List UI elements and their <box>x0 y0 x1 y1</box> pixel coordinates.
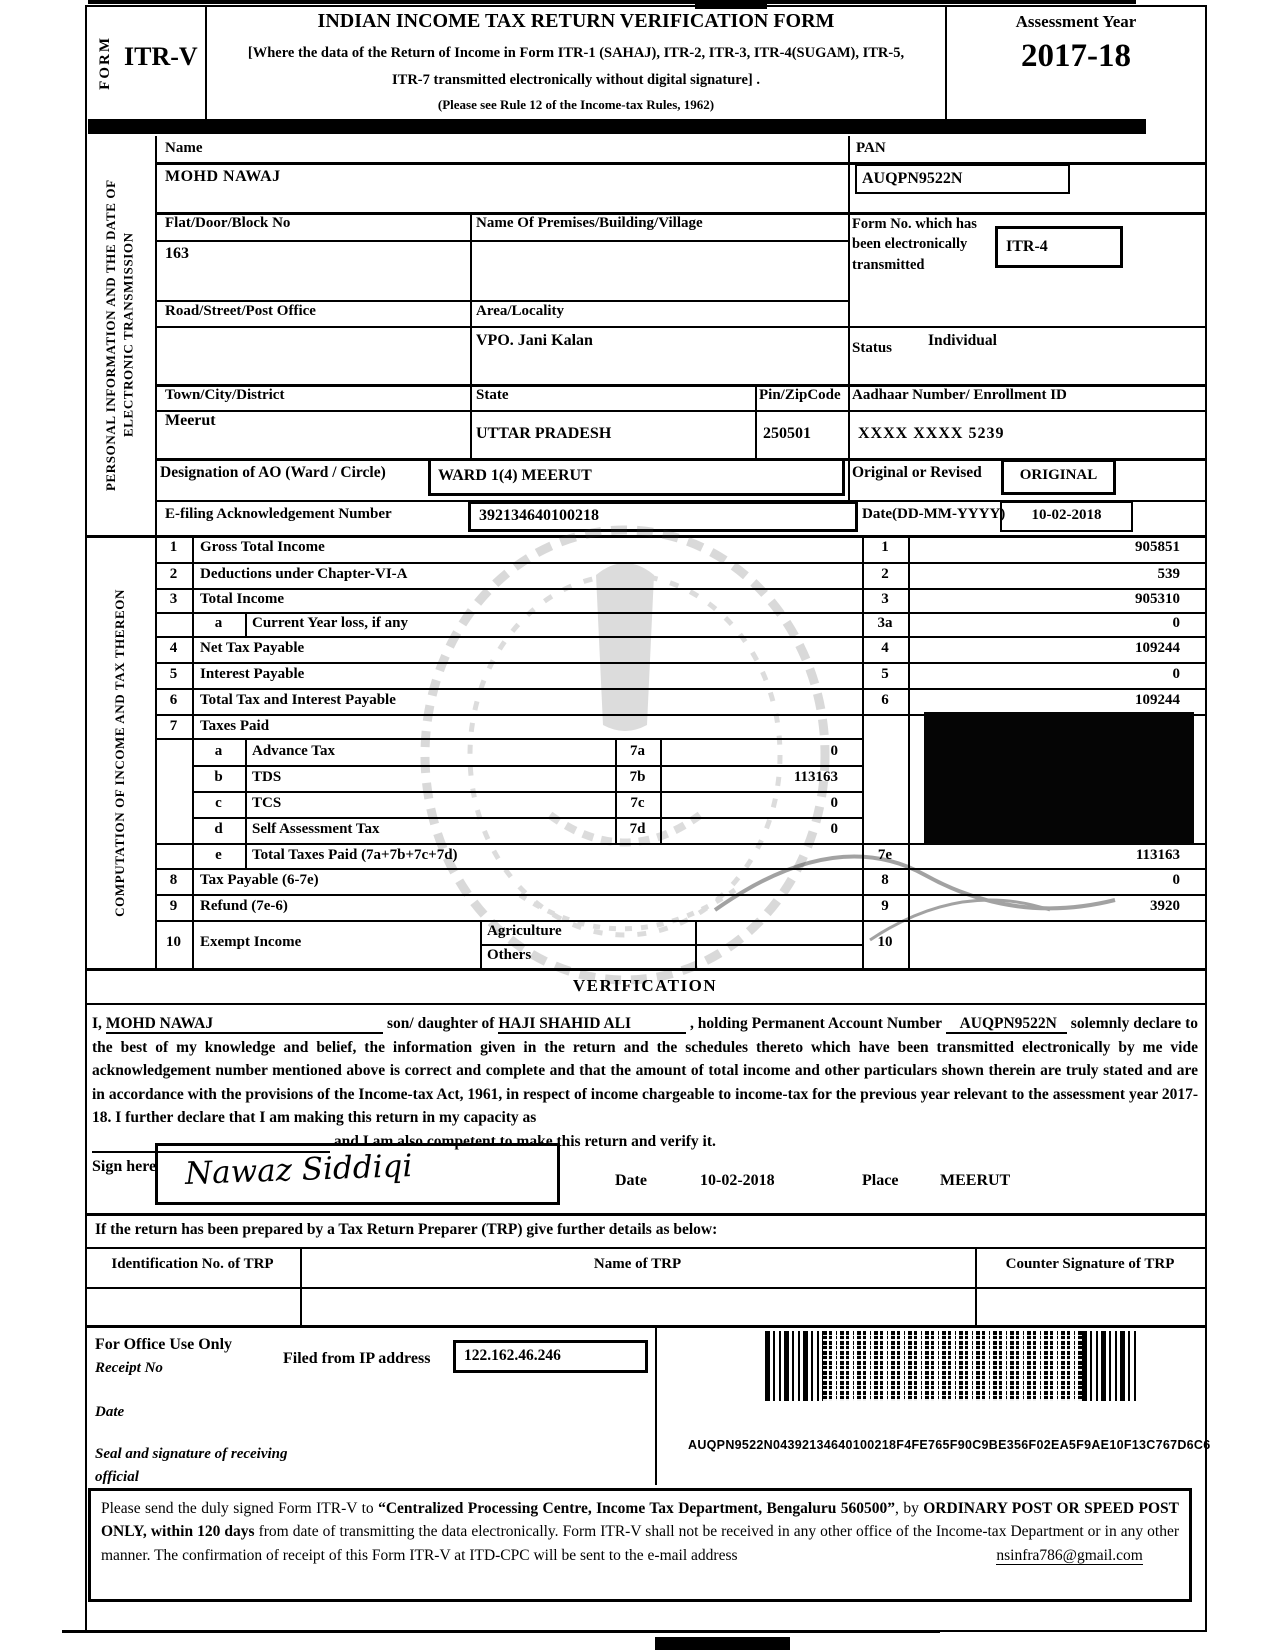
row-label: TCS <box>252 795 282 811</box>
divider-line <box>155 562 1205 564</box>
row-value: 0 <box>1172 872 1180 888</box>
trp-intro: If the return has been prepared by a Tax Return Preparer (TRP) give further details as below: <box>95 1221 718 1238</box>
pan-label: PAN <box>856 140 886 156</box>
row-value: 109244 <box>1135 640 1180 656</box>
row-num: 6 <box>169 692 178 708</box>
row-letter: a <box>214 743 223 759</box>
row-label: Net Tax Payable <box>200 640 305 656</box>
scan-black-band <box>88 119 1146 134</box>
ao-value: WARD 1(4) MEERUT <box>438 467 592 484</box>
sign-date-label: Date <box>615 1172 647 1189</box>
row-label: Total Income <box>200 591 285 607</box>
barcode-matrix <box>823 1331 1082 1401</box>
town-value: Meerut <box>165 412 216 429</box>
row-label: Advance Tax <box>252 743 335 759</box>
verification-title: VERIFICATION <box>572 976 718 995</box>
office-use-title: For Office Use Only <box>95 1336 233 1353</box>
row-label: Interest Payable <box>200 666 305 682</box>
seal-signature-label: Seal and signature of receiving official <box>95 1446 288 1486</box>
trp-id-header: Identification No. of TRP <box>111 1256 274 1272</box>
divider-line <box>155 894 1205 896</box>
divider-line <box>85 535 1205 538</box>
signature: Nawaz Siddiqi <box>184 1148 413 1192</box>
status-label: Status <box>852 340 893 356</box>
row-label: Exempt Income <box>200 934 302 950</box>
row-value: 0 <box>830 795 838 811</box>
form-no-value: ITR-4 <box>1006 238 1048 255</box>
divider-line <box>205 5 207 119</box>
divider-line <box>85 1003 1205 1005</box>
ip-address-label: Filed from IP address <box>283 1350 431 1367</box>
row-ref: 7b <box>629 769 646 785</box>
pan-value: AUQPN9522N <box>862 170 963 187</box>
scan-artifact <box>88 0 1136 4</box>
barcode <box>765 1331 1137 1401</box>
row-ref: 3a <box>877 615 893 631</box>
orig-revised-value: ORIGINAL <box>1019 467 1098 483</box>
row-num: 5 <box>169 666 178 682</box>
instruction-seg5: from date of transmitting the data electronically. Form ITR-V shall not be received in any other office of the Income-tax Department or in any other manner. The confirmation of receipt of this Form ITR-V at ITD-CPC will be sent to the e-mail address <box>101 1523 1179 1564</box>
row-num: 1 <box>169 539 178 555</box>
row-value: 3920 <box>1150 898 1180 914</box>
declarant-name: MOHD NAWAJ <box>106 1015 383 1034</box>
row-ref: 2 <box>881 566 889 582</box>
row-value: 905851 <box>1135 539 1180 555</box>
barcode-text: AUQPN9522N04392134640100218F4FE765F90C9BE356F02EA5F9AE10F13C767D6C6 <box>688 1438 1211 1452</box>
divider-line <box>755 384 757 458</box>
row-ref: 6 <box>881 692 889 708</box>
efiling-date-label: Date(DD-MM-YYYY) <box>862 506 1006 522</box>
divider-line <box>155 612 1205 614</box>
row-letter: c <box>215 795 222 811</box>
row-ref: 7a <box>630 743 645 759</box>
row-letter: d <box>214 821 223 837</box>
ip-address-value: 122.162.46.246 <box>464 1347 561 1364</box>
ao-label: Designation of AO (Ward / Circle) <box>160 464 386 481</box>
road-label: Road/Street/Post Office <box>165 303 316 319</box>
form-title: INDIAN INCOME TAX RETURN VERIFICATION FORM <box>317 10 835 32</box>
orig-revised-label: Original or Revised <box>852 464 982 481</box>
divider-line <box>155 738 862 740</box>
row-ref: 5 <box>881 666 889 682</box>
assessment-year-label: Assessment Year <box>1015 12 1137 31</box>
form-subtitle: [Where the data of the Return of Income in Form ITR-1 (SAHAJ), ITR-2, ITR-3, ITR-4(SUGAM), ITR-5, ITR-7 transmitted electronically without digital signature] . <box>247 45 905 88</box>
divider-line <box>245 612 247 636</box>
rule-note: (Please see Rule 12 of the Income-tax Rules, 1962) <box>437 97 715 112</box>
row-value: 0 <box>1172 666 1180 682</box>
row-label: TDS <box>252 769 282 785</box>
row-label: Current Year loss, if any <box>252 615 408 631</box>
divider-line <box>85 1213 1205 1216</box>
row-label: Total Tax and Interest Payable <box>200 692 396 708</box>
instruction-seg1: Please send the duly signed Form ITR-V to <box>101 1500 379 1517</box>
assessment-year-value: 2017-18 <box>1021 38 1131 74</box>
state-label: State <box>476 387 509 403</box>
divider-line <box>85 1325 1205 1328</box>
row-ref: 10 <box>877 934 893 950</box>
aadhaar-value: XXXX XXXX 5239 <box>858 425 1005 442</box>
row-num: 8 <box>169 872 178 888</box>
divider-line <box>155 136 157 535</box>
personal-section-text: PERSONAL INFORMATION AND THE DATE OF ELECTRONIC TRANSMISSION <box>103 179 136 491</box>
divider-line <box>155 240 848 242</box>
name-value: MOHD NAWAJ <box>165 168 281 185</box>
row-value: 113163 <box>793 769 838 785</box>
divider-line <box>192 791 862 793</box>
area-value: VPO. Jani Kalan <box>476 332 593 349</box>
exempt-others-label: Others <box>487 947 532 963</box>
exempt-agriculture-label: Agriculture <box>487 923 562 939</box>
row-label: Self Assessment Tax <box>252 821 380 837</box>
sign-place-label: Place <box>862 1172 899 1189</box>
row-num: 9 <box>169 898 178 914</box>
row-ref: 1 <box>881 539 889 555</box>
sign-date-value: 10-02-2018 <box>700 1172 775 1189</box>
row-label: Total Taxes Paid (7a+7b+7c+7d) <box>252 847 458 863</box>
premises-label: Name Of Premises/Building/Village <box>476 215 703 231</box>
divider-line <box>85 1287 1205 1289</box>
verification-paragraph <box>92 1012 1198 1153</box>
mailing-instruction-box <box>88 1488 1192 1602</box>
ack-number-value: 392134640100218 <box>479 507 599 524</box>
row-value: 109244 <box>1135 692 1180 708</box>
divider-line <box>470 212 472 458</box>
divider-line <box>480 944 862 946</box>
divider-line <box>85 1247 1205 1249</box>
flat-value: 163 <box>165 245 189 262</box>
row-value: 113163 <box>1135 847 1180 863</box>
form-word: FORM <box>96 35 113 90</box>
divider-line <box>245 738 247 868</box>
divider-line <box>155 868 1205 870</box>
divider-line <box>155 588 1205 590</box>
trp-name-header: Name of TRP <box>593 1256 682 1272</box>
office-date-label: Date <box>95 1404 125 1420</box>
row-ref: 8 <box>881 872 889 888</box>
form-vertical-label <box>88 10 122 115</box>
sign-place-value: MEERUT <box>940 1172 1011 1189</box>
row-num: 2 <box>169 566 178 582</box>
divider-line <box>155 662 1205 664</box>
parent-name: HAJI SHAHID ALI <box>498 1015 686 1034</box>
verification-body: solemnly declare to the best of my knowledge and belief, the information given in the return and the schedules thereto which have been transmitted electronically by me vide acknowledgement number mentioned above is correct and complete and that the amount of total income and other particulars shown therein are truly stated and are in accordance with the provisions of the Income-tax Act, 1961, in respect of income chargeable to income-tax for the previous year relevant to the assessment year 2017-18. I further declare that I am making this return in my capacity as <box>92 1015 1198 1127</box>
row-value: 539 <box>1157 566 1180 582</box>
row-value: 905310 <box>1135 591 1180 607</box>
row-ref: 3 <box>881 591 889 607</box>
personal-section-label <box>87 136 153 534</box>
capacity-suffix: and I am also competent to make this return and verify it. <box>333 1132 716 1150</box>
relation-text: son/ daughter of <box>386 1015 495 1032</box>
row-label: Gross Total Income <box>200 539 325 555</box>
row-label: Refund (7e-6) <box>200 898 288 914</box>
divider-line <box>155 688 1205 690</box>
pin-value: 250501 <box>763 425 811 442</box>
row-num: 7 <box>169 718 178 734</box>
divider-line <box>155 410 1205 412</box>
divider-line <box>192 765 862 767</box>
name-label: Name <box>165 140 203 156</box>
row-num: 4 <box>169 640 178 656</box>
flat-label: Flat/Door/Block No <box>165 215 291 231</box>
row-letter: e <box>215 847 222 863</box>
scan-artifact <box>655 1637 790 1650</box>
aadhaar-label: Aadhaar Number/ Enrollment ID <box>852 387 1067 403</box>
efiling-date-value: 10-02-2018 <box>1031 507 1102 523</box>
row-ref: 7c <box>630 795 645 811</box>
verification-pan-value: AUQPN9522N <box>946 1015 1067 1034</box>
taxpayer-email: nsinfra786@gmail.com <box>996 1546 1143 1564</box>
row-value: 0 <box>830 743 838 759</box>
sign-here-label: Sign here <box>92 1158 157 1175</box>
divider-line <box>192 817 862 819</box>
instruction-post-mode: ORDINARY POST OR SPEED POST ONLY, within 120 days <box>101 1500 1179 1541</box>
instruction-cpc-address: “Centralized Processing Centre, Income Tax Department, Bengaluru 560500” <box>378 1500 896 1517</box>
form-no-label: Form No. which has been electronically transmitted <box>852 216 977 273</box>
divider-line <box>155 636 1205 638</box>
row-ref: 7d <box>629 821 646 837</box>
row-label: Deductions under Chapter-VI-A <box>200 566 408 582</box>
divider-line <box>155 920 1205 922</box>
receipt-no-label: Receipt No <box>95 1360 163 1376</box>
row-value: 0 <box>830 821 838 837</box>
status-value: Individual <box>928 332 997 349</box>
row-ref: 4 <box>881 640 889 656</box>
scan-artifact <box>62 1630 940 1633</box>
town-label: Town/City/District <box>165 387 285 403</box>
row-letter: a <box>214 615 223 631</box>
divider-line <box>655 1325 657 1485</box>
row-ref: 9 <box>881 898 889 914</box>
divider-line <box>155 326 1205 328</box>
row-num: 3 <box>169 591 178 607</box>
row-ref: 7e <box>877 847 893 863</box>
divider-line <box>85 968 1205 971</box>
row-value: 0 <box>1172 615 1180 631</box>
barcode-left-bars <box>765 1331 823 1401</box>
area-label: Area/Locality <box>476 303 565 319</box>
redacted-black-box <box>924 712 1194 845</box>
pin-label: Pin/ZipCode <box>759 387 841 403</box>
computation-section-text: COMPUTATION OF INCOME AND TAX THEREON <box>112 589 128 917</box>
row-label: Taxes Paid <box>200 718 270 734</box>
verification-intro: I, <box>92 1015 102 1032</box>
ack-number-label: E-filing Acknowledgement Number <box>165 506 392 522</box>
instruction-seg3: , by <box>895 1500 924 1517</box>
divider-line <box>848 136 850 500</box>
row-label: Tax Payable (6-7e) <box>200 872 319 888</box>
computation-section-label <box>87 538 153 968</box>
barcode-right-bars <box>1082 1331 1137 1401</box>
pan-holding-text: , holding Permanent Account Number <box>689 1015 942 1032</box>
trp-countersign-header: Counter Signature of TRP <box>1005 1256 1175 1272</box>
row-num: 10 <box>166 934 181 950</box>
form-code: ITR-V <box>124 42 198 71</box>
divider-line <box>155 300 848 302</box>
state-value: UTTAR PRADESH <box>476 425 612 442</box>
row-letter: b <box>214 769 223 785</box>
